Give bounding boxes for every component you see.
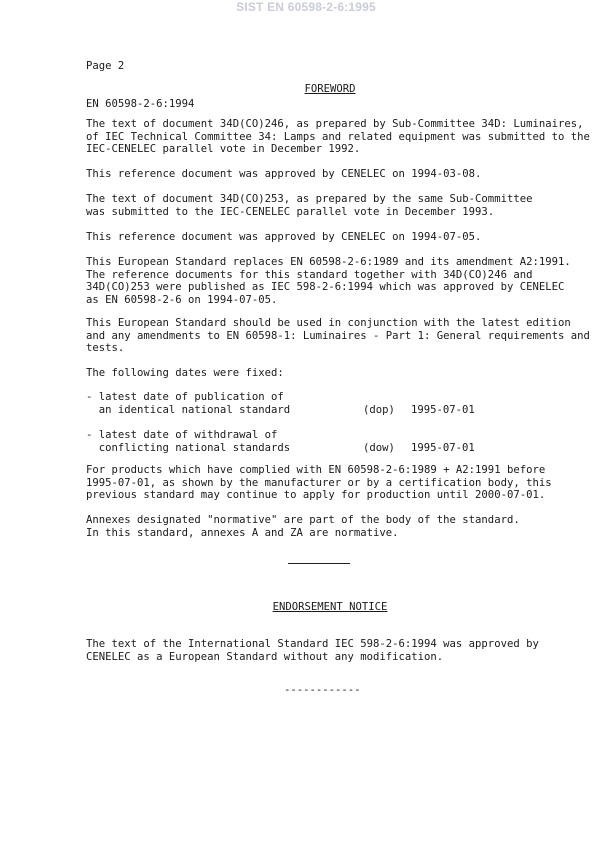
page-number: Page 2 — [86, 60, 125, 73]
watermark: SIST EN 60598-2-6:1995 — [236, 0, 376, 14]
date-value: 1995-07-01 — [411, 441, 475, 454]
page-header — [86, 35, 194, 123]
date-abbr: (dop) — [363, 403, 395, 416]
foreword-paragraph-8: For products which have complied with EN 60598-2-6:1989 + A2:1991 before 1995-07-01, as shown by the manufacturer or by a certification body, this previous standard may continue to apply for production until 2000-07-01. — [86, 464, 552, 502]
date-row-dow — [86, 429, 556, 455]
date-value: 1995-07-01 — [411, 403, 475, 416]
foreword-paragraph-7: The following dates were fixed: — [86, 367, 284, 379]
end-marker: ------------ — [284, 684, 361, 696]
foreword-paragraph-2: This reference document was approved by CENELEC on 1994-03-08. — [86, 168, 482, 180]
date-label: - latest date of withdrawal of conflicting national standards — [86, 429, 291, 454]
document-id: EN 60598-2-6:1994 — [86, 97, 195, 110]
foreword-paragraph-5: This European Standard replaces EN 60598-2-6:1989 and its amendment A2:1991. The reference documents for this standard together with 34D(CO)246 and 34D(CO)253 were published as IEC 598-2-6:1994 which was approved by CENELEC as EN 60598-2-6 on 1994-07-05. — [86, 256, 571, 306]
section-divider — [288, 563, 350, 564]
foreword-paragraph-9: Annexes designated "normative" are part of the body of the standard. In this standard, annexes A and ZA are normative. — [86, 514, 520, 539]
foreword-paragraph-6: This European Standard should be used in conjunction with the latest edition and any amendments to EN 60598-1: Luminaires - Part 1: General requirements and tests. — [86, 317, 590, 355]
date-abbr: (dow) — [363, 441, 395, 454]
endorsement-paragraph: The text of the International Standard IEC 598-2-6:1994 was approved by CENELEC as a European Standard without any modification. — [86, 638, 539, 663]
endorsement-title: ENDORSEMENT NOTICE — [272, 601, 388, 613]
foreword-paragraph-1: The text of document 34D(CO)246, as prepared by Sub-Committee 34D: Luminaires, of IEC Technical Committee 34: Lamps and related equipment was submitted to the IEC-CENELEC parallel vote in December 1992. — [86, 118, 590, 156]
foreword-title: FOREWORD — [304, 83, 356, 95]
foreword-paragraph-4: This reference document was approved by CENELEC on 1994-07-05. — [86, 231, 482, 243]
foreword-paragraph-3: The text of document 34D(CO)253, as prepared by the same Sub-Committee was submitted to the IEC-CENELEC parallel vote in December 1993. — [86, 193, 533, 218]
date-label: - latest date of publication of an identical national standard — [86, 391, 291, 416]
date-row-dop — [86, 391, 556, 417]
